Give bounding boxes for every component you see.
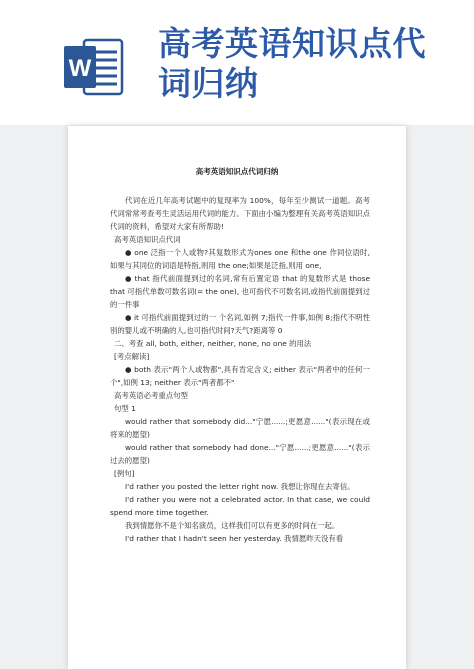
- document-paragraph: ● that 指代前面提到过的名词,常有后置定语 that 的复数形式是 those that 可指代单数可数名词(= the one), 也可指代不可数名词,或指代前面提到过的一件事: [110, 274, 370, 309]
- document-paragraph: 高考英语知识点代词: [114, 235, 181, 244]
- document-body: [110, 194, 370, 545]
- document-paragraph: [例句]: [114, 469, 135, 478]
- document-paragraph: [考点解读]: [114, 352, 150, 361]
- banner: [0, 0, 474, 125]
- document-paragraph: ● it 可指代前面提到过的一 个名词,如例 7;指代一件事,如例 8;指代不明性别的婴儿或不明确的人,也可指代时间?天气?距离等 0: [110, 313, 370, 335]
- document-page: [68, 126, 406, 669]
- document-paragraph: 句型 1: [114, 404, 136, 413]
- document-paragraph: 高考英语必考重点句型: [114, 391, 188, 400]
- document-paragraph: I'd rather you were not a celebrated actor. In that case, we could spend more time together.: [110, 495, 370, 517]
- document-paragraph: I'd rather you posted the letter right now. 我想让你现在去寄信。: [125, 482, 355, 491]
- document-paragraph: 我到情愿你不是个知名演员，这样我们可以有更多的时间在一起。: [125, 521, 340, 530]
- document-title: 高考英语知识点代词归纳: [195, 167, 279, 176]
- logo-letter: W: [68, 55, 92, 82]
- document-paragraph: ● one 泛指一个人或物?其复数形式为ones one 和the one 作同位语时,如果与其同位的词语是特指,则用 the one;如果是泛指,则用 one,: [110, 248, 370, 270]
- document-paragraph: ● both 表示"两个人或物都",具有肯定含义; either 表示"两者中的任何一个",如例 13; neither 表示"两者都不": [110, 365, 370, 387]
- document-paragraph: would rather that somebody had done..."宁愿......;更愿意......"(表示过去的愿望): [110, 443, 370, 465]
- banner-title: 高考英语知识点代词归纳: [158, 24, 426, 103]
- document-paragraph: 二、考查 all, both, either, neither, none, no one 的用法: [114, 339, 312, 348]
- document-paragraph: I'd rather that I hadn't seen her yesterday. 我情愿昨天没有看: [125, 534, 344, 543]
- document-paragraph: 代词在近几年高考试题中的复现率为 100%，每年至少测试一道题。高考代词常常考查考生灵活运用代词的能力。下面由小编为整理有关高考英语知识点代词的资料，希望对大家有所帮助!: [110, 196, 370, 231]
- word-document-icon: [62, 36, 126, 98]
- document-paragraph: would rather that somebody did..."宁愿......;更愿意......"(表示现在或将来的愿望): [110, 417, 370, 439]
